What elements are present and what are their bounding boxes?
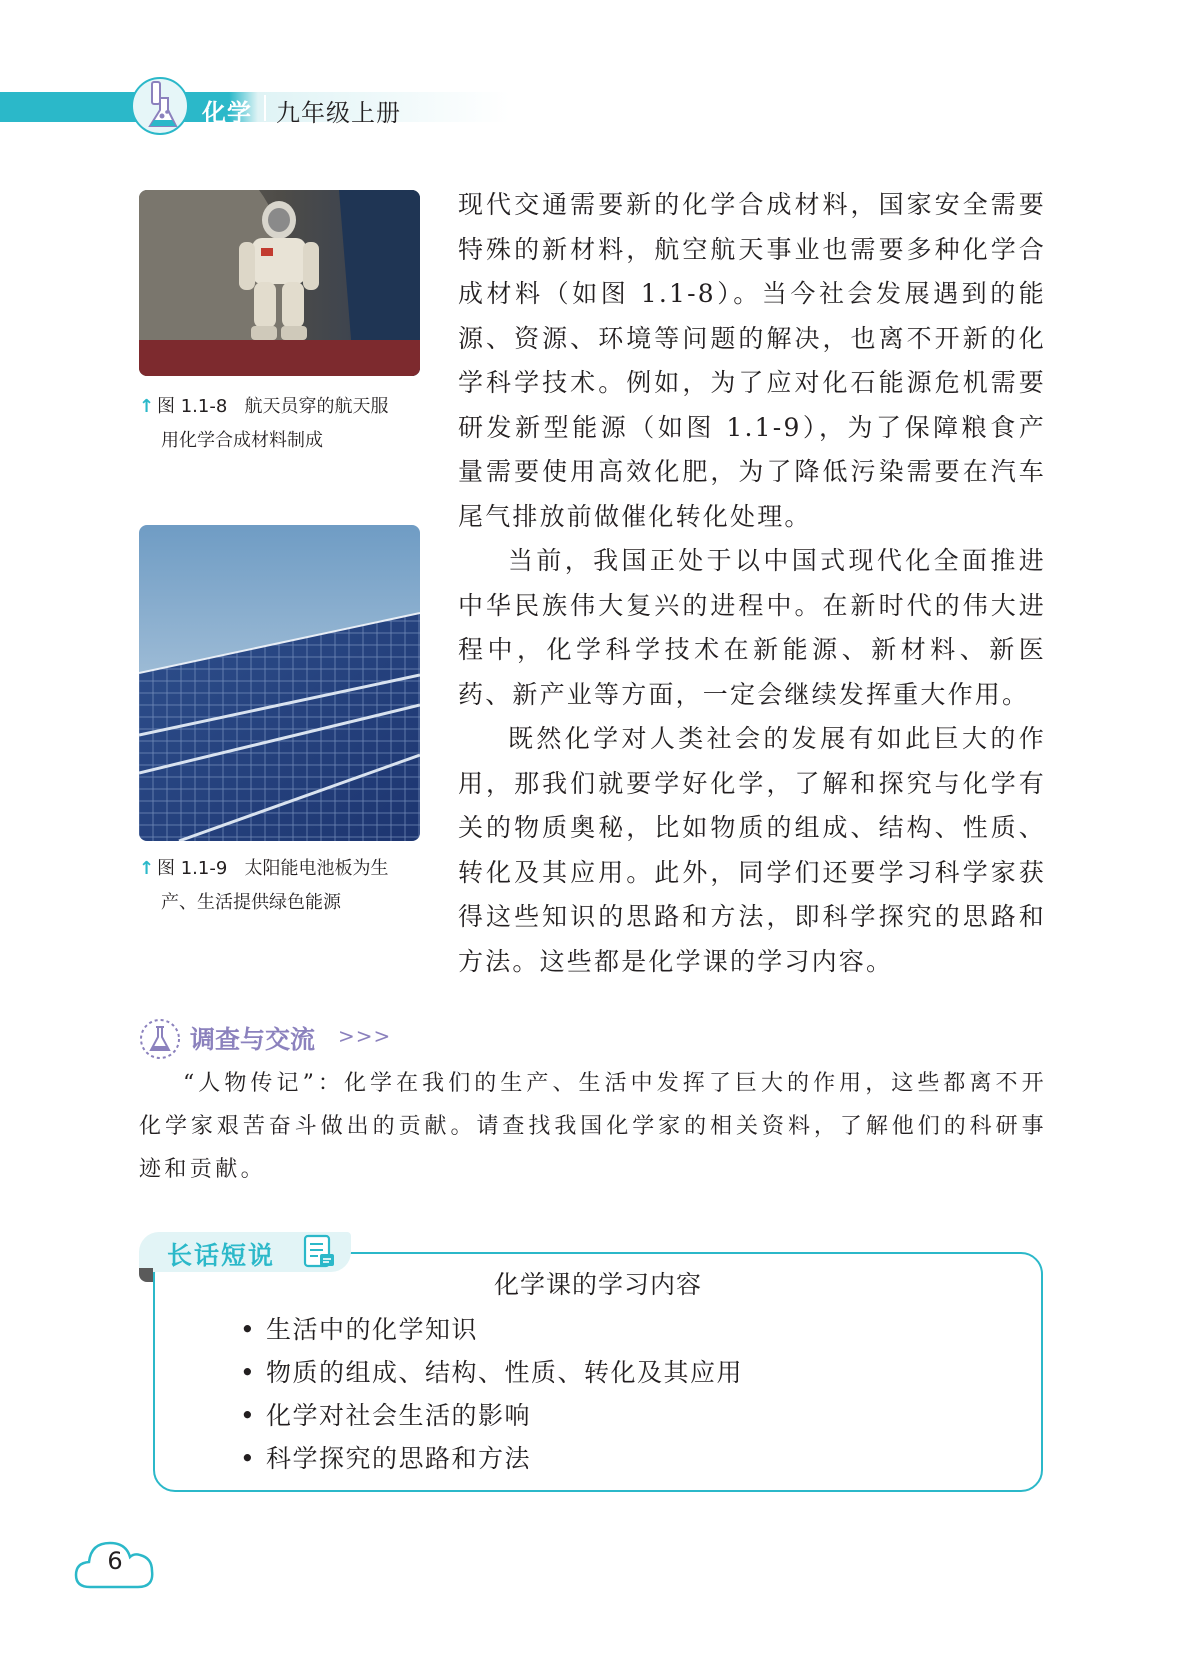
astronaut-spacesuit-photo: [139, 190, 420, 376]
list-item-text: 化学对社会生活的影响: [266, 1401, 532, 1430]
figure-caption-text-2: 产、生活提供绿色能源: [161, 892, 341, 913]
list-item-text: 物质的组成、结构、性质、转化及其应用: [266, 1358, 744, 1387]
body-paragraph-1: 现代交通需要新的化学合成材料，国家安全需要特殊的新材料，航空航天事业也需要多种化学合成材料（如图 1.1-8）。当今社会发展遇到的能源、资源、环境等问题的解决，也离不开新的化学科学技术。例如，为了应对化石能源危机需要研发新型能源（如图 1.1-9），为了保障粮食产量需要使用高效化肥，为了降低污染需要在汽车尾气排放前做催化转化处理。: [458, 190, 1046, 531]
up-arrow-icon: ↑: [139, 858, 155, 879]
subject-title: 化学: [202, 99, 252, 127]
summary-tab-corner: [139, 1268, 153, 1282]
investigate-title: 调查与交流: [190, 1025, 316, 1054]
list-item: [240, 1308, 743, 1351]
grade-title: 九年级上册: [276, 99, 401, 127]
body-paragraph-2: 当前，我国正处于以中国式现代化全面推进中华民族伟大复兴的进程中。在新时代的伟大进程中，化学科学技术在新能源、新材料、新医药、新产业等方面，一定会继续发挥重大作用。: [458, 546, 1046, 709]
body-paragraph-3: 既然化学对人类社会的发展有如此巨大的作用，那我们就要学好化学，了解和探究与化学有关的物质奥秘，比如物质的组成、结构、性质、转化及其应用。此外，同学们还要学习科学家获得这些知识的思路和方法，即科学探究的思路和方法。这些都是化学课的学习内容。: [458, 724, 1046, 976]
bullet: •: [240, 1315, 257, 1344]
summary-tab-title: 长话短说: [167, 1241, 276, 1270]
magnifier-flask-icon: [138, 1017, 182, 1061]
figure-caption-text: 太阳能电池板为生: [244, 858, 389, 879]
summary-heading: 化学课的学习内容: [493, 1270, 702, 1299]
solar-panels-photo: [139, 525, 420, 841]
list-item: [240, 1437, 743, 1480]
up-arrow-icon: ↑: [139, 396, 155, 417]
header-band: [0, 92, 150, 122]
body-text-column: [458, 183, 1046, 984]
bullet: •: [240, 1401, 257, 1430]
list-item-text: 生活中的化学知识: [266, 1315, 479, 1344]
list-item: [240, 1351, 743, 1394]
figure-caption-text-2: 用化学合成材料制成: [161, 430, 323, 451]
investigate-text: “人物传记”：化学在我们的生产、生活中发挥了巨大的作用，这些都离不开化学家艰苦奋斗做出的贡献。请查找我国化学家的相关资料，了解他们的科研事迹和贡献。: [139, 1071, 1047, 1182]
investigate-arrows: >>>: [338, 1024, 392, 1048]
figure-number: 图 1.1-8: [157, 396, 228, 417]
bullet: •: [240, 1444, 257, 1473]
figure-caption-2: [139, 852, 429, 920]
flask-logo-icon: [130, 76, 196, 136]
list-item-text: 科学探究的思路和方法: [266, 1444, 532, 1473]
header-divider: [264, 95, 266, 121]
list-item: [240, 1394, 743, 1437]
figure-number: 图 1.1-9: [157, 858, 228, 879]
figure-caption-1: [139, 390, 429, 458]
page-number: 6: [107, 1547, 123, 1575]
figure-caption-text: 航天员穿的航天服: [244, 396, 389, 417]
bullet: •: [240, 1358, 257, 1387]
summary-list: [240, 1308, 743, 1480]
